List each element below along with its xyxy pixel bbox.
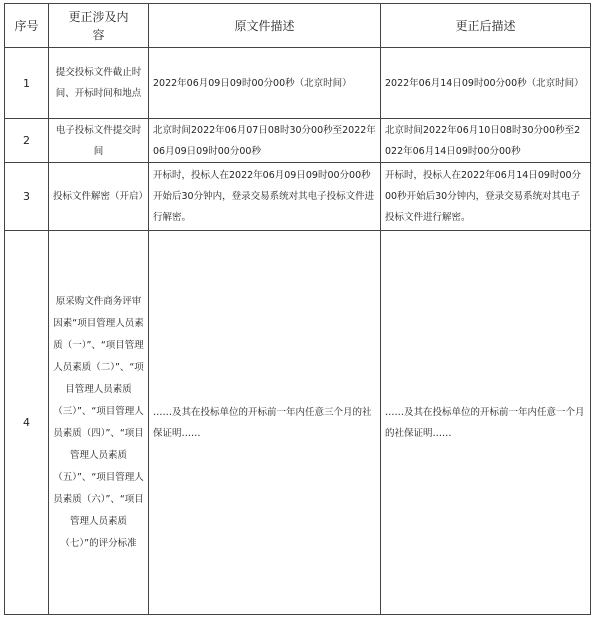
correction-table <box>4 3 591 615</box>
header-original: 原文件描述 <box>149 4 381 48</box>
row-corrected: 2022年06月14日09时00分00秒（北京时间） <box>381 48 591 119</box>
row-num: 4 <box>5 231 49 615</box>
header-item: 更正涉及内容 <box>49 4 149 48</box>
table-row <box>5 48 591 119</box>
row-num: 1 <box>5 48 49 119</box>
table-header-row <box>5 4 591 48</box>
row-item: 电子投标文件提交时间 <box>49 119 149 163</box>
row-original: ……及其在投标单位的开标前一年内任意三个月的社保证明…… <box>149 231 381 615</box>
row-corrected: ……及其在投标单位的开标前一年内任意一个月的社保证明…… <box>381 231 591 615</box>
header-num: 序号 <box>5 4 49 48</box>
row-original: 北京时间2022年06月07日08时30分00秒至2022年06月09日09时00分00秒 <box>149 119 381 163</box>
correction-document <box>4 3 590 615</box>
table-row <box>5 231 591 615</box>
table-row <box>5 119 591 163</box>
row-num: 3 <box>5 163 49 231</box>
row-corrected: 开标时，投标人在2022年06月14日09时00分00秒开始后30分钟内，登录交易系统对其电子投标文件进行解密。 <box>381 163 591 231</box>
row-original: 2022年06月09日09时00分00秒（北京时间） <box>149 48 381 119</box>
row-num: 2 <box>5 119 49 163</box>
row-item: 投标文件解密（开启） <box>49 163 149 231</box>
table-row <box>5 163 591 231</box>
header-corrected: 更正后描述 <box>381 4 591 48</box>
row-corrected: 北京时间2022年06月10日08时30分00秒至2022年06月14日09时00分00秒 <box>381 119 591 163</box>
row-item: 原采购文件商务评审因素“项目管理人员素质（一）”、“项目管理人员素质（二）”、“项目管理人员素质（三）”、“项目管理人员素质（四）”、“项目管理人员素质（五）”、“项目管理人员素质（六）”、“项目管理人员素质（七）”的评分标准 <box>49 231 149 615</box>
row-original: 开标时，投标人在2022年06月09日09时00分00秒开始后30分钟内，登录交易系统对其电子投标文件进行解密。 <box>149 163 381 231</box>
row-item: 提交投标文件截止时间、开标时间和地点 <box>49 48 149 119</box>
